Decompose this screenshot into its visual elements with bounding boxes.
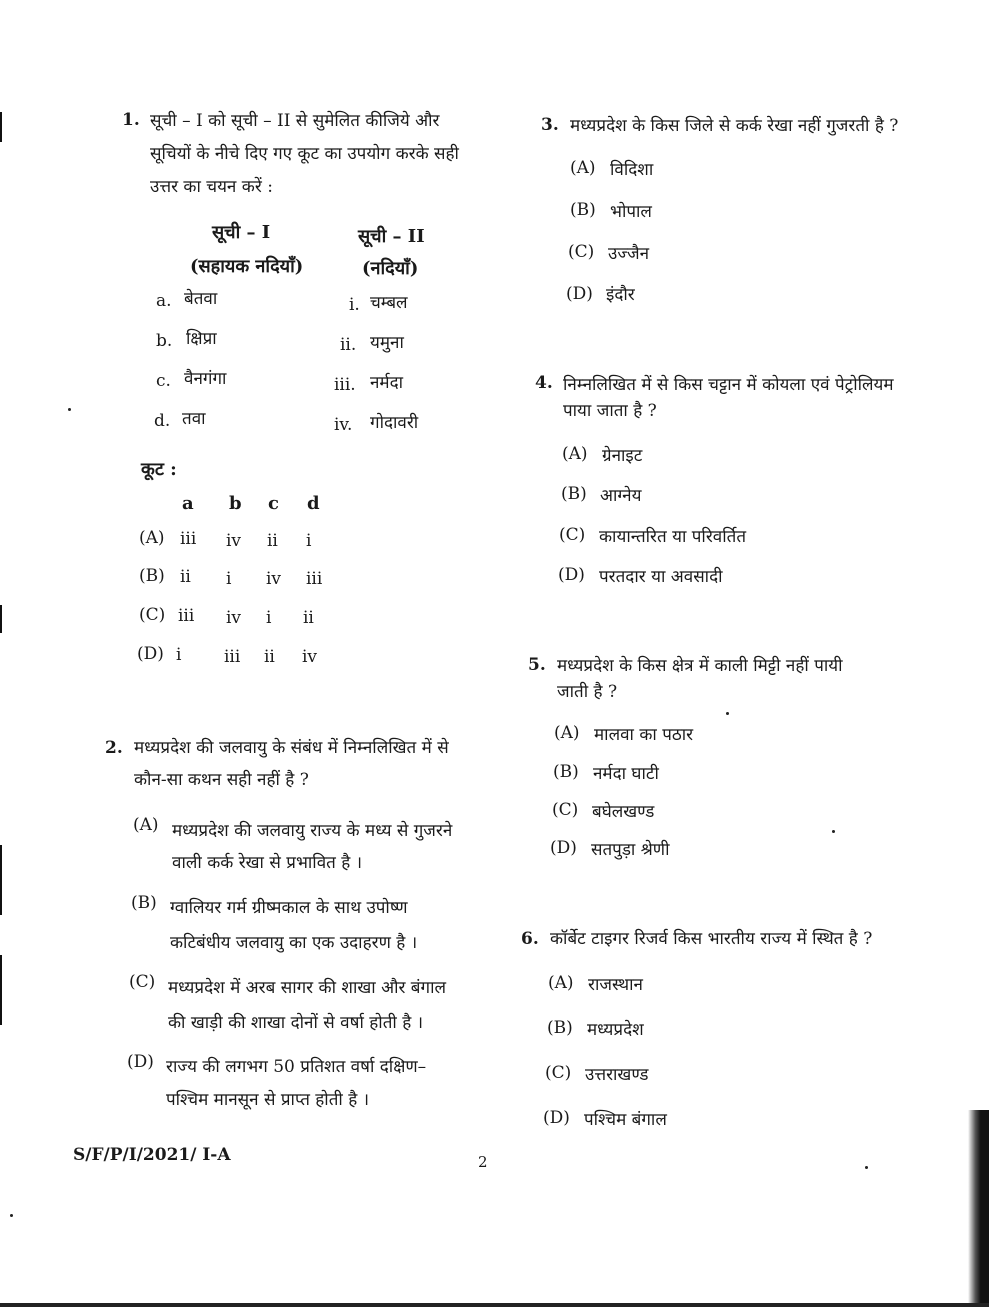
- option-label: (C): [552, 800, 579, 820]
- option-label: (A): [548, 973, 574, 993]
- code-col-head: b: [229, 493, 242, 514]
- list1-item: क्षिप्रा: [186, 329, 217, 349]
- list2-key: ii.: [340, 335, 357, 355]
- option-text: की खाड़ी की शाखा दोनों से वर्षा होती है ।: [168, 1013, 424, 1033]
- code-cell: ii: [303, 608, 314, 628]
- option-text: कटिबंधीय जलवायु का एक उदाहरण है ।: [170, 933, 418, 953]
- question-text-line: कौन-सा कथन सही नहीं है ?: [134, 770, 309, 790]
- option-text: भोपाल: [610, 202, 652, 222]
- code-col-head: c: [268, 493, 279, 514]
- speck: [832, 830, 835, 833]
- option-text: इंदौर: [606, 285, 635, 305]
- question-number: 3.: [541, 115, 559, 135]
- question-text-line: सूचियों के नीचे दिए गए कूट का उपयोग करके सही: [150, 144, 459, 164]
- list2-key: i.: [349, 295, 360, 315]
- code-cell: iii: [306, 569, 323, 589]
- option-text: ग्वालियर गर्म ग्रीष्मकाल के साथ उपोष्ण: [170, 898, 408, 918]
- speck: [68, 408, 71, 411]
- option-text: बघेलखण्ड: [592, 802, 655, 822]
- option-text: मध्यप्रदेश की जलवायु राज्य के मध्य से गुजरने: [172, 821, 453, 841]
- option-label: (C): [139, 605, 166, 625]
- code-cell: ii: [180, 567, 191, 587]
- list1-key: d.: [154, 411, 171, 431]
- option-label: (D): [543, 1108, 570, 1128]
- option-text: उज्जैन: [608, 244, 650, 264]
- list2-item: नर्मदा: [370, 373, 404, 393]
- question-text-line: मध्यप्रदेश के किस क्षेत्र में काली मिट्टी नहीं पायी: [557, 656, 843, 676]
- list2-key: iv.: [334, 415, 353, 435]
- option-text: वाली कर्क रेखा से प्रभावित है ।: [172, 853, 363, 873]
- question-text-line: पाया जाता है ?: [563, 401, 657, 421]
- code-cell: i: [266, 608, 272, 628]
- option-label: (A): [562, 444, 588, 464]
- code-cell: i: [176, 645, 182, 665]
- question-text-line: मध्यप्रदेश की जलवायु के संबंध में निम्नलिखित में से: [134, 738, 449, 758]
- question-number: 6.: [521, 929, 539, 949]
- code-cell: iv: [226, 608, 242, 628]
- list1-key: c.: [156, 371, 171, 391]
- question-text-line: जाती है ?: [557, 682, 618, 702]
- speck: [726, 712, 729, 715]
- scan-edge-left-low: [0, 845, 2, 915]
- option-text: मध्यप्रदेश: [587, 1020, 644, 1040]
- code-col-head: a: [182, 493, 194, 514]
- page-number: 2: [478, 1153, 488, 1171]
- scan-edge-right: [968, 1110, 989, 1307]
- code-cell: ii: [267, 531, 278, 551]
- list1-key: a.: [156, 291, 172, 311]
- option-label: (D): [558, 565, 585, 585]
- option-label: (A): [570, 158, 596, 178]
- option-text: राज्य की लगभग 50 प्रतिशत वर्षा दक्षिण–: [166, 1057, 427, 1077]
- code-label: कूट :: [141, 459, 177, 480]
- list2-item: चम्बल: [370, 293, 408, 313]
- code-col-head: d: [307, 493, 320, 514]
- option-text: पश्चिम बंगाल: [584, 1110, 667, 1130]
- option-label: (C): [129, 972, 156, 992]
- option-text: आग्नेय: [600, 486, 642, 506]
- question-number: 4.: [535, 373, 553, 393]
- option-text: पश्चिम मानसून से प्राप्त होती है ।: [166, 1090, 370, 1110]
- option-label: (D): [566, 284, 593, 304]
- option-text: मध्यप्रदेश में अरब सागर की शाखा और बंगाल: [168, 978, 447, 998]
- code-cell: iii: [180, 529, 197, 549]
- list2-item: यमुना: [370, 333, 404, 353]
- option-text: मालवा का पठार: [594, 725, 694, 745]
- scan-edge-left-bottom: [0, 955, 2, 1025]
- option-label: (B): [139, 566, 165, 586]
- option-text: सतपुड़ा श्रेणी: [591, 840, 670, 860]
- list2-subtitle: (नदियाँ): [362, 258, 419, 279]
- option-text: राजस्थान: [588, 975, 643, 995]
- code-cell: iii: [224, 647, 241, 667]
- list1-subtitle: (सहायक नदियाँ): [190, 256, 304, 277]
- option-label: (A): [133, 815, 159, 835]
- option-label: (C): [568, 242, 595, 262]
- option-label: (D): [550, 838, 577, 858]
- paper-code: S/F/P/I/2021/ I-A: [73, 1145, 231, 1165]
- option-label: (A): [139, 528, 165, 548]
- option-label: (B): [570, 200, 596, 220]
- option-text: परतदार या अवसादी: [599, 567, 723, 587]
- speck: [10, 1214, 13, 1217]
- question-number: 5.: [528, 655, 546, 675]
- list1-key: b.: [156, 331, 173, 351]
- option-label: (A): [554, 723, 580, 743]
- question-number: 1.: [122, 110, 140, 130]
- scan-edge-bottom: [0, 1303, 989, 1307]
- scan-edge-left-mid: [0, 605, 2, 633]
- code-cell: iv: [302, 647, 318, 667]
- option-label: (D): [127, 1052, 154, 1072]
- question-number: 2.: [105, 738, 123, 758]
- code-cell: ii: [264, 647, 275, 667]
- option-text: ग्रेनाइट: [602, 446, 643, 466]
- code-cell: iii: [178, 606, 195, 626]
- code-cell: i: [226, 569, 232, 589]
- scan-edge-left-top: [0, 112, 2, 142]
- question-text-line: निम्नलिखित में से किस चट्टान में कोयला एवं पेट्रोलियम: [563, 375, 894, 395]
- option-text: विदिशा: [610, 160, 654, 180]
- option-label: (C): [559, 525, 586, 545]
- list1-item: वैनगंगा: [184, 369, 227, 389]
- question-text-line: उत्तर का चयन करें :: [150, 177, 273, 197]
- option-text: नर्मदा घाटी: [593, 764, 659, 784]
- list2-key: iii.: [334, 375, 356, 395]
- option-label: (C): [545, 1063, 572, 1083]
- question-text-line: कॉर्बेट टाइगर रिजर्व किस भारतीय राज्य में स्थित है ?: [550, 929, 873, 949]
- list1-title: सूची – I: [212, 222, 271, 243]
- option-label: (B): [561, 484, 587, 504]
- list2-title: सूची – II: [358, 226, 425, 247]
- list1-item: तवा: [182, 409, 206, 429]
- list2-item: गोदावरी: [370, 413, 419, 433]
- code-cell: i: [306, 531, 312, 551]
- option-text: उत्तराखण्ड: [585, 1065, 649, 1085]
- option-label: (B): [547, 1018, 573, 1038]
- list1-item: बेतवा: [184, 289, 218, 309]
- question-text-line: सूची – I को सूची – II से सुमेलित कीजिये और: [150, 111, 440, 131]
- code-cell: iv: [266, 569, 282, 589]
- option-label: (D): [137, 644, 164, 664]
- option-text: कायान्तरित या परिवर्तित: [599, 527, 747, 547]
- question-text-line: मध्यप्रदेश के किस जिले से कर्क रेखा नहीं गुजरती है ?: [570, 116, 899, 136]
- option-label: (B): [131, 893, 157, 913]
- code-cell: iv: [226, 531, 242, 551]
- speck: [865, 1166, 868, 1169]
- option-label: (B): [553, 762, 579, 782]
